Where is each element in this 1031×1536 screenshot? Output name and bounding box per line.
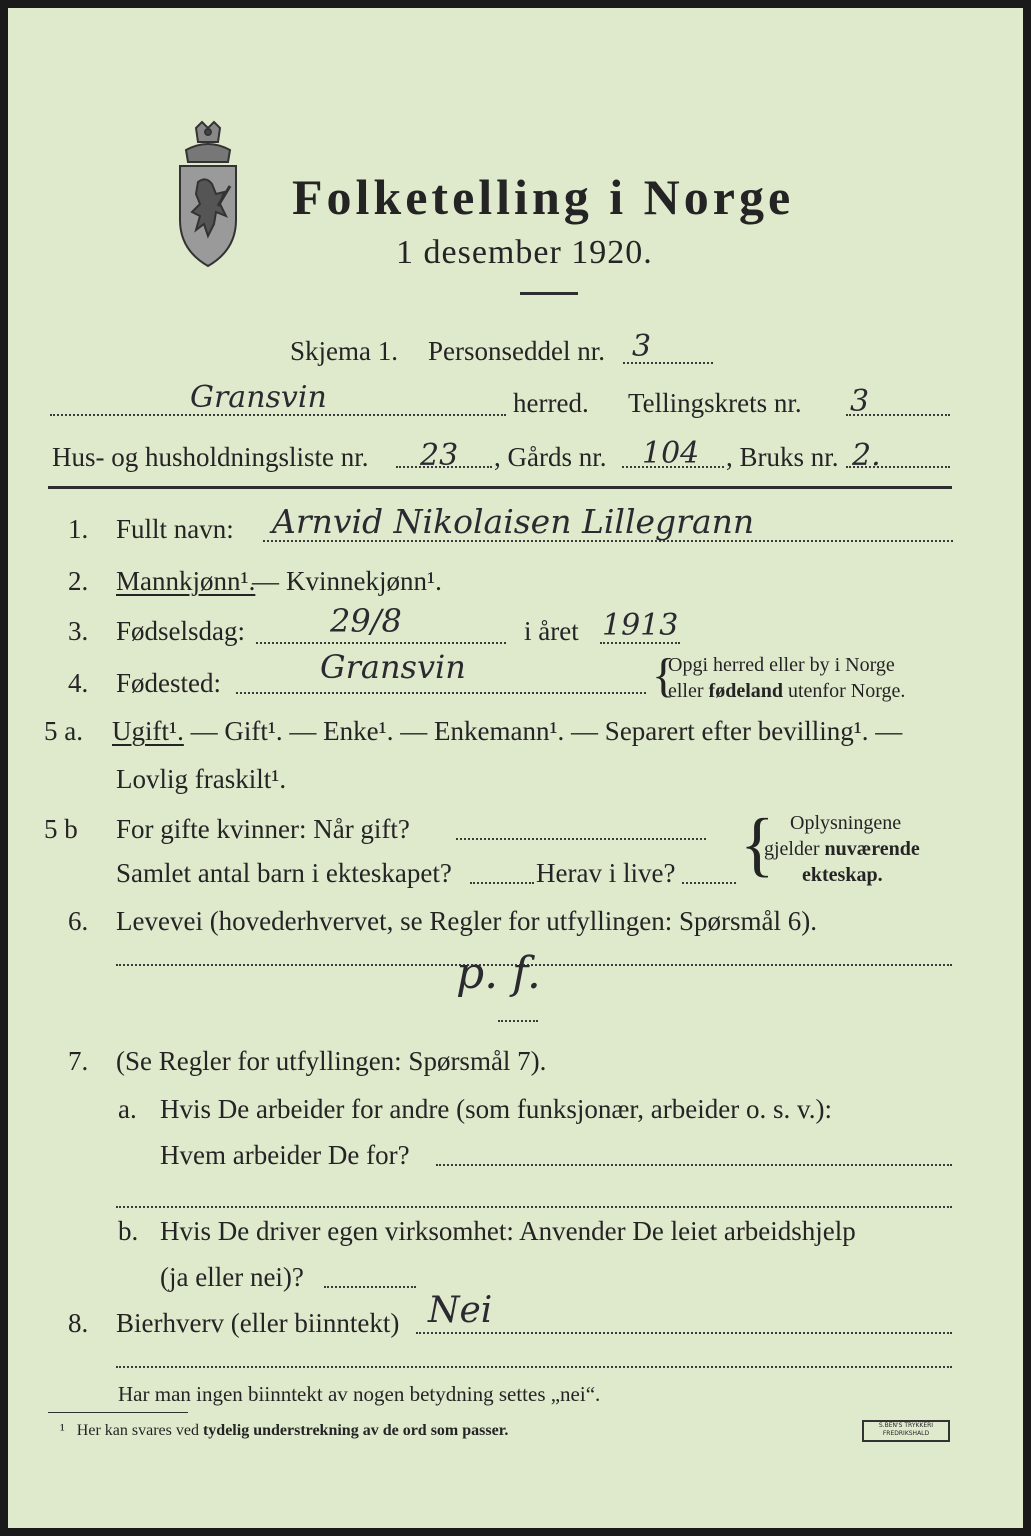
- q5b-note-prefix: gjelder: [764, 838, 825, 860]
- q4-note-suffix: utenfor Norge.: [783, 680, 906, 702]
- personseddel-value: 3: [632, 329, 652, 364]
- printer-stamp-line1: S.BEN'S TRYKKERI: [878, 1422, 934, 1429]
- husholdningsliste-label: Hus- og husholdningsliste nr.: [52, 442, 369, 472]
- section-divider: [48, 486, 952, 489]
- q2-male-option: Mannkjønn¹.: [116, 566, 256, 596]
- q5b-number: 5 b: [44, 814, 78, 844]
- q5a-options: [112, 718, 902, 745]
- q7-number: 7.: [68, 1046, 89, 1076]
- q4-number: 4.: [68, 668, 89, 698]
- q5b-field-line2: [470, 882, 534, 884]
- census-date: 1 desember 1920.: [396, 234, 653, 271]
- tellingskrets-label: Tellingskrets nr.: [628, 388, 802, 418]
- personseddel-label: Personseddel nr.: [428, 336, 605, 366]
- footnote-bold: tydelig understrekning av de ord som passer.: [202, 1422, 509, 1439]
- husholdningsliste-value: 23: [420, 438, 459, 473]
- footnote-prefix: Her kan svares ved: [76, 1422, 203, 1439]
- q6-field-line2: [498, 1020, 538, 1022]
- tellingskrets-value: 3: [850, 384, 870, 419]
- q1-label: Fullt navn:: [116, 514, 234, 544]
- q7b-field-line: [324, 1286, 416, 1288]
- footnote: [60, 1422, 508, 1440]
- q5a-ugift-option: Ugift¹.: [112, 716, 184, 746]
- q6-value: p. f.: [456, 948, 541, 999]
- q2-number: 2.: [68, 566, 89, 596]
- q3-label: Fødselsdag:: [116, 616, 246, 646]
- q8-field-line: [416, 1332, 952, 1334]
- q3-year-value: 1913: [602, 608, 679, 643]
- q4-value: Gransvin: [320, 648, 466, 686]
- q3-year-label: i året: [524, 616, 579, 646]
- q5b-field-line3: [682, 882, 736, 884]
- skjema-label: Skjema 1.: [290, 336, 398, 366]
- footnote-mark: ¹: [60, 1422, 65, 1439]
- title-divider: [520, 292, 578, 295]
- q5a-other-options: — Gift¹. — Enke¹. — Enkemann¹. — Separert efter bevilling¹. —: [183, 716, 903, 746]
- gards-label: , Gårds nr.: [494, 442, 607, 472]
- q8-label: Bierhverv (eller biinntekt): [116, 1308, 400, 1338]
- q8-value: Nei: [428, 1290, 493, 1331]
- q7b-letter: b.: [118, 1216, 139, 1246]
- biinntekt-note: Har man ingen biinntekt av nogen betydning settes „nei“.: [118, 1382, 601, 1406]
- q8-number: 8.: [68, 1308, 89, 1338]
- q7-label: (Se Regler for utfyllingen: Spørsmål 7).: [116, 1046, 547, 1076]
- bruks-label: , Bruks nr.: [726, 442, 839, 472]
- q5b-note-line2: [764, 838, 920, 861]
- q7b-text2: (ja eller nei)?: [160, 1262, 304, 1292]
- census-form-page: [8, 8, 1023, 1528]
- q7b-text: Hvis De driver egen virksomhet: Anvender De leiet arbeidshjelp: [160, 1216, 856, 1246]
- q5b-label3: Herav i live?: [536, 858, 676, 888]
- q3-value: 29/8: [330, 602, 402, 640]
- q2-female-option: Kvinnekjønn¹.: [286, 566, 442, 596]
- q5b-note-line3: ekteskap.: [802, 864, 883, 886]
- q5b-brace: {: [740, 804, 775, 884]
- herred-value: Gransvin: [190, 380, 327, 415]
- printer-stamp: [862, 1420, 950, 1442]
- q7a-text: Hvis De arbeider for andre (som funksjonær, arbeider o. s. v.):: [160, 1094, 832, 1124]
- q4-label: Fødested:: [116, 668, 221, 698]
- q4-note-prefix: eller: [668, 680, 709, 702]
- q5b-note-bold: nuværende: [824, 838, 920, 860]
- bruks-value: 2.: [852, 438, 881, 473]
- q3-number: 3.: [68, 616, 89, 646]
- q5b-field-line1: [456, 838, 706, 840]
- footnote-divider: [48, 1412, 188, 1413]
- q1-number: 1.: [68, 514, 89, 544]
- q5b-label1: For gifte kvinner: Når gift?: [116, 814, 410, 844]
- q7a-text2: Hvem arbeider De for?: [160, 1140, 410, 1170]
- q2-separator: —: [252, 566, 279, 596]
- q7a-field-line2: [116, 1206, 952, 1208]
- q4-note-line2: [668, 680, 905, 703]
- q4-brace: {: [652, 649, 676, 702]
- q6-number: 6.: [68, 906, 89, 936]
- q7a-letter: a.: [118, 1094, 137, 1124]
- q4-note-bold: fødeland: [708, 680, 783, 702]
- herred-label: herred.: [513, 388, 589, 418]
- q4-field-line: [236, 692, 646, 694]
- q7a-field-line: [436, 1164, 952, 1166]
- q5b-label2: Samlet antal barn i ekteskapet?: [116, 858, 452, 888]
- q4-note-line1: Opgi herred eller by i Norge: [668, 654, 895, 676]
- q5a-number: 5 a.: [44, 716, 83, 746]
- form-title: Folketelling i Norge: [292, 169, 795, 225]
- q5b-note-line1: Oplysningene: [790, 812, 902, 834]
- gards-value: 104: [642, 436, 700, 471]
- printer-stamp-line2: FREDRIKSHALD: [882, 1430, 930, 1437]
- q8-field-line2: [116, 1366, 952, 1368]
- q1-value: Arnvid Nikolaisen Lillegrann: [272, 502, 755, 541]
- norwegian-coat-of-arms-icon: [168, 120, 248, 270]
- q6-label: Levevei (hovederhvervet, se Regler for utfyllingen: Spørsmål 6).: [116, 906, 818, 936]
- q3-field-line: [256, 642, 506, 644]
- q5a-line2: Lovlig fraskilt¹.: [116, 764, 287, 794]
